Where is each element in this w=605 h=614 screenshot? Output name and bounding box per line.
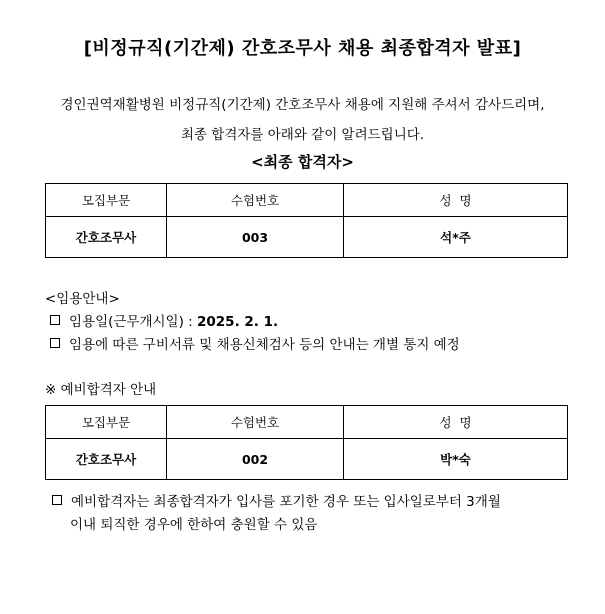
cell-exam-no: 002 bbox=[167, 439, 344, 480]
cell-name: 석*주 bbox=[344, 217, 568, 258]
reserve-result-table bbox=[45, 405, 568, 480]
column-header-department: 모집부문 bbox=[46, 184, 167, 217]
table-row bbox=[46, 217, 568, 258]
column-header-exam-no: 수험번호 bbox=[167, 184, 344, 217]
column-header-name: 성 명 bbox=[344, 184, 568, 217]
appointment-date-label: 임용일(근무개시일) : bbox=[69, 314, 197, 330]
reserve-note-line-2: 이내 퇴직한 경우에 한하여 충원할 수 있음 bbox=[70, 517, 318, 533]
intro-line-1: 경인권역재활병원 비정규직(기간제) 간호조무사 채용에 지원해 주셔서 감사드리며, bbox=[60, 97, 545, 113]
appointment-heading: <임용안내> bbox=[45, 291, 120, 307]
cell-exam-no: 003 bbox=[167, 217, 344, 258]
table-header-row bbox=[46, 184, 568, 217]
final-result-table bbox=[45, 183, 568, 258]
final-heading: <최종 합격자> bbox=[251, 153, 354, 171]
reserve-note-text-1: 예비합격자는 최종합격자가 입사를 포기한 경우 또는 입사일로부터 3개월 bbox=[71, 494, 501, 510]
square-bullet-icon bbox=[50, 338, 60, 348]
square-bullet-icon bbox=[52, 495, 62, 505]
page-title: [비정규직(기간제) 간호조무사 채용 최종합격자 발표] bbox=[83, 38, 522, 59]
table-header-row bbox=[46, 406, 568, 439]
column-header-exam-no: 수험번호 bbox=[167, 406, 344, 439]
reserve-note-line-1 bbox=[52, 490, 501, 510]
cell-department: 간호조무사 bbox=[46, 439, 167, 480]
column-header-name: 성 명 bbox=[344, 406, 568, 439]
square-bullet-icon bbox=[50, 315, 60, 325]
cell-name: 박*숙 bbox=[344, 439, 568, 480]
appointment-notice-text: 임용에 따른 구비서류 및 채용신체검사 등의 안내는 개별 통지 예정 bbox=[69, 337, 460, 353]
reserve-heading: ※ 예비합격자 안내 bbox=[45, 382, 157, 398]
cell-department: 간호조무사 bbox=[46, 217, 167, 258]
appointment-date-value: 2025. 2. 1. bbox=[197, 314, 279, 330]
column-header-department: 모집부문 bbox=[46, 406, 167, 439]
table-row bbox=[46, 439, 568, 480]
intro-line-2: 최종 합격자를 아래와 같이 알려드립니다. bbox=[180, 127, 425, 143]
list-item bbox=[50, 310, 278, 330]
list-item bbox=[50, 333, 460, 353]
